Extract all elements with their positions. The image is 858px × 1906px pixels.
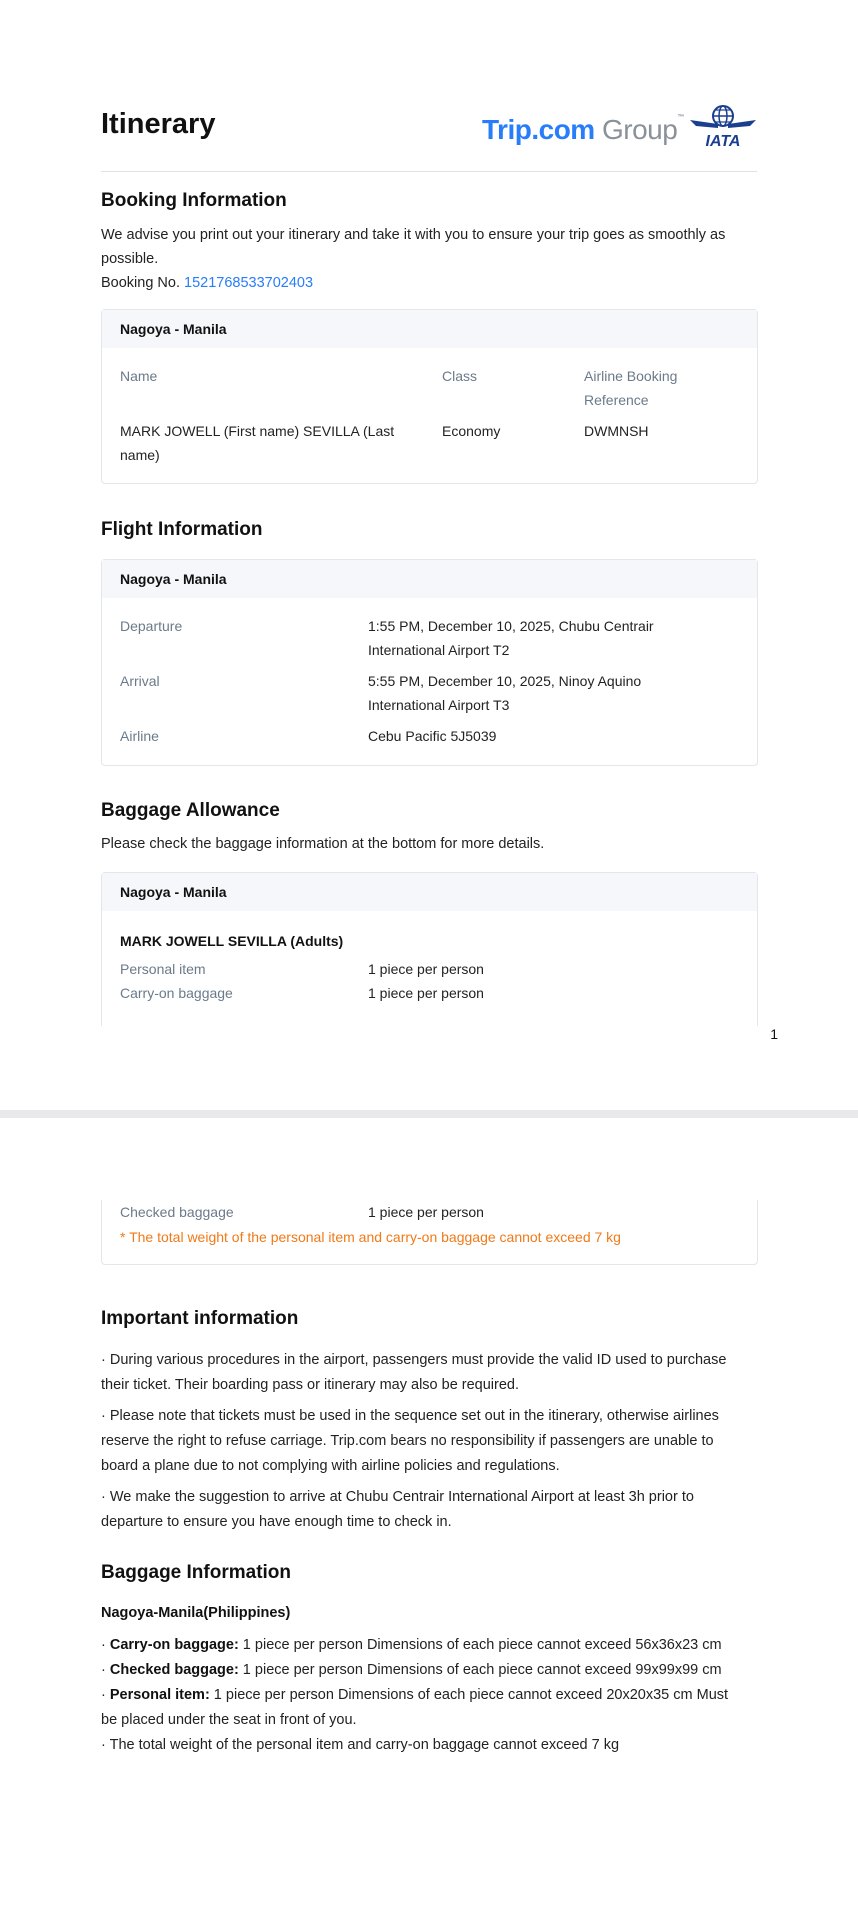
booking-card xyxy=(101,309,758,484)
booking-card-route: Nagoya - Manila xyxy=(102,310,757,348)
logo-trip-text: Trip.com xyxy=(482,114,595,145)
checked-rule xyxy=(101,1658,751,1683)
checked-rule-label: Checked baggage: xyxy=(109,1662,239,1678)
checked-baggage-value: 1 piece per person xyxy=(368,1204,484,1220)
booking-information-heading: Booking Information xyxy=(101,190,287,211)
booking-number-link[interactable]: 1521768533702403 xyxy=(184,275,314,291)
departure-line-2: International Airport T2 xyxy=(368,642,510,658)
personal-rule-line-2: be placed under the seat in front of you. xyxy=(101,1712,357,1728)
departure-label: Departure xyxy=(120,618,183,634)
important-item-3-line-1: · We make the suggestion to arrive at Chubu Centrair International Airport at least 3h prior to xyxy=(101,1489,694,1505)
important-item-1 xyxy=(101,1348,751,1398)
baggage-allowance-heading: Baggage Allowance xyxy=(101,800,280,821)
logo-trademark: ™ xyxy=(677,114,684,121)
weight-rule: · The total weight of the personal item and carry-on baggage cannot exceed 7 kg xyxy=(101,1737,620,1753)
booking-number-row xyxy=(101,271,751,295)
name-column-header: Name xyxy=(120,368,158,384)
checked-rule-text: 1 piece per person Dimensions of each piece cannot exceed 99x99x99 cm xyxy=(238,1662,722,1678)
baggage-allowance-card-bottom xyxy=(101,1200,758,1265)
important-item-2-line-3: board a plane due to not complying with airline policies and regulations. xyxy=(101,1458,560,1474)
baggage-card-route: Nagoya - Manila xyxy=(102,873,757,911)
checked-baggage-label: Checked baggage xyxy=(120,1204,234,1220)
flight-card-route: Nagoya - Manila xyxy=(102,560,757,598)
important-item-2-line-1: · Please note that tickets must be used in the sequence set out in the itinerary, otherwise airlines xyxy=(101,1408,719,1424)
important-item-1-line-2: their ticket. Their boarding pass or itinerary may also be required. xyxy=(101,1377,520,1393)
bullet-mark: · xyxy=(101,1637,110,1653)
reference-header-line-2: Reference xyxy=(584,392,649,408)
baggage-allowance-note: Please check the baggage information at the bottom for more details. xyxy=(101,836,545,852)
header-divider xyxy=(101,171,757,172)
carry-on-rule-label: Carry-on baggage: xyxy=(109,1637,239,1653)
important-item-2-line-2: reserve the right to refuse carriage. Trip.com bears no responsibility if passengers are unable to xyxy=(101,1433,714,1449)
iata-logo-text: IATA xyxy=(705,133,741,150)
itinerary-page-2 xyxy=(0,1118,858,1906)
arrival-label: Arrival xyxy=(120,673,160,689)
reference-header-line-1: Airline Booking xyxy=(584,368,678,384)
important-item-3-line-2: departure to ensure you have enough time to check in. xyxy=(101,1514,452,1530)
flight-card xyxy=(101,559,758,766)
personal-item-value: 1 piece per person xyxy=(368,961,484,977)
airline-value: Cebu Pacific 5J5039 xyxy=(368,728,497,744)
carry-on-label: Carry-on baggage xyxy=(120,985,233,1001)
personal-rule-line-1 xyxy=(101,1683,751,1708)
page-number: 1 xyxy=(770,1026,778,1042)
important-item-2 xyxy=(101,1404,751,1479)
personal-rule xyxy=(101,1683,751,1733)
page-separator xyxy=(0,1110,858,1118)
important-information-heading: Important information xyxy=(101,1308,299,1329)
weight-warning: * The total weight of the personal item and carry-on baggage cannot exceed 7 kg xyxy=(120,1229,621,1245)
personal-rule-text: 1 piece per person Dimensions of each piece cannot exceed 20x20x35 cm Must xyxy=(209,1687,729,1703)
important-item-3 xyxy=(101,1485,751,1535)
travel-class: Economy xyxy=(442,423,501,439)
baggage-passenger-name: MARK JOWELL SEVILLA (Adults) xyxy=(120,933,344,949)
passenger-name-line-1: MARK JOWELL (First name) SEVILLA (Last xyxy=(120,423,395,439)
arrival-line-2: International Airport T3 xyxy=(368,697,510,713)
tripcom-group-logo xyxy=(482,114,684,146)
reference-column-header xyxy=(584,364,677,412)
bullet-mark: · xyxy=(101,1687,110,1703)
carry-on-rule-text: 1 piece per person Dimensions of each piece cannot exceed 56x36x23 cm xyxy=(238,1637,722,1653)
baggage-route-subheading: Nagoya-Manila(Philippines) xyxy=(101,1605,291,1621)
arrival-value xyxy=(368,669,641,717)
flight-information-heading: Flight Information xyxy=(101,519,263,540)
departure-line-1: 1:55 PM, December 10, 2025, Chubu Centrair xyxy=(368,618,654,634)
page-title: Itinerary xyxy=(101,108,216,140)
booking-number-label: Booking No. xyxy=(101,275,180,291)
personal-rule-label: Personal item: xyxy=(109,1687,210,1703)
carry-on-value: 1 piece per person xyxy=(368,985,484,1001)
class-column-header: Class xyxy=(442,368,478,384)
passenger-name xyxy=(120,419,430,467)
booking-advice-text xyxy=(101,223,751,295)
airline-label: Airline xyxy=(120,728,159,744)
page-break-mask xyxy=(0,1026,858,1110)
arrival-line-1: 5:55 PM, December 10, 2025, Ninoy Aquino xyxy=(368,673,642,689)
baggage-information-heading: Baggage Information xyxy=(101,1562,292,1583)
iata-logo-icon xyxy=(688,104,758,150)
booking-advice-line-2: possible. xyxy=(101,251,159,267)
carry-on-rule xyxy=(101,1633,751,1658)
booking-advice-line-1: We advise you print out your itinerary and take it with you to ensure your trip goes as smoothly as xyxy=(101,227,726,243)
passenger-name-line-2: name) xyxy=(120,447,160,463)
airline-booking-reference: DWMNSH xyxy=(584,423,649,439)
bullet-mark: · xyxy=(101,1662,110,1678)
logo-group-text: Group xyxy=(601,114,678,145)
departure-value xyxy=(368,614,654,662)
important-item-1-line-1: · During various procedures in the airport, passengers must provide the valid ID used to purchase xyxy=(101,1352,727,1368)
personal-item-label: Personal item xyxy=(120,961,206,977)
